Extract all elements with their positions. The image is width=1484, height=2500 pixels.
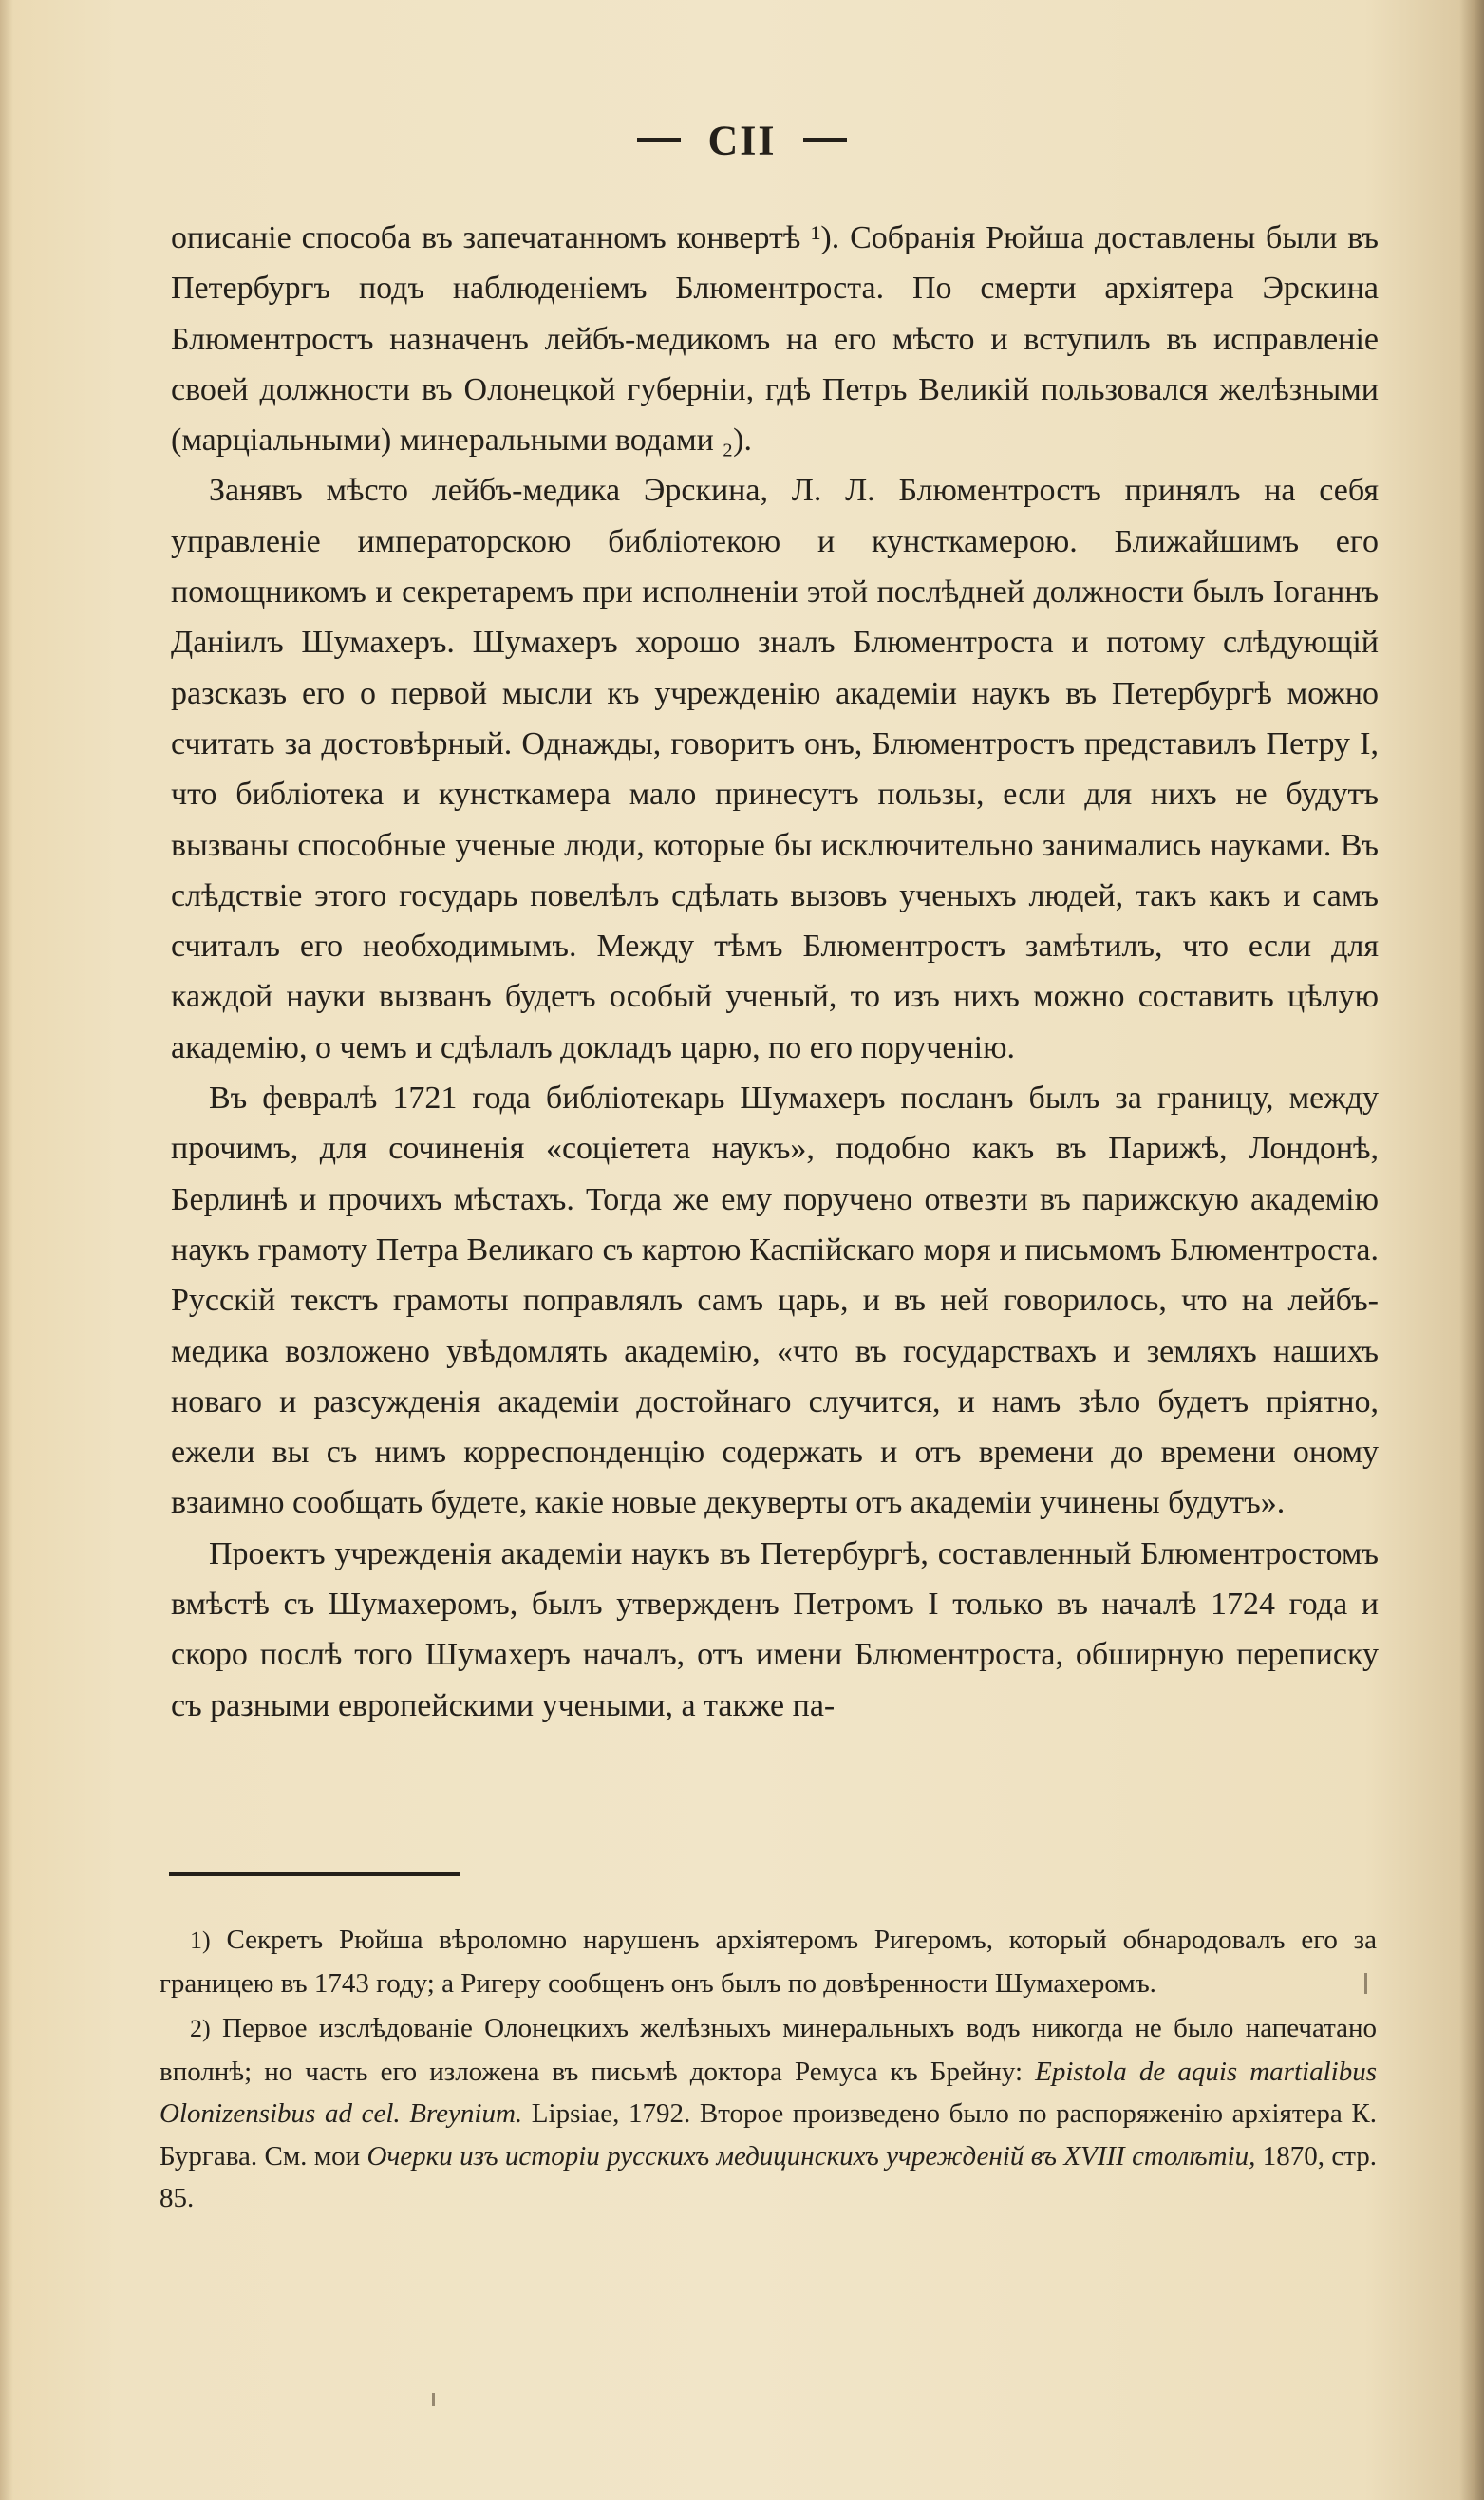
running-header: [0, 112, 1484, 164]
page-left-shadow: [0, 0, 13, 2500]
body-text: [171, 213, 1379, 1731]
page-number: CII: [707, 117, 777, 164]
footnote-text: Секретъ Рюйша вѣроломно нарушенъ архіятеромъ Ригеромъ, который обнародовалъ его за границею въ 1743 году; а Ригеру сообщенъ онъ былъ по довѣренности Шумахеромъ.: [160, 1925, 1378, 1999]
paragraph: Занявъ мѣсто лейбъ-медика Эрскина, Л. Л. Блюментростъ принялъ на себя управленіе императорскою библіотекою и кунсткамерою. Ближайшимъ его помощникомъ и секретаремъ при исполненіи этой послѣдней должности былъ Іоганнъ Даніилъ Шумахеръ. Шумахеръ хорошо зналъ Блюментроста и потому слѣдующій разсказъ его о первой мысли къ учрежденію академіи наукъ въ Петербургѣ можно считать за достовѣрный. Однажды, говоритъ онъ, Блюментростъ представилъ Петру I, что библіотека и кунсткамера мало принесутъ пользы, если для нихъ не будутъ вызваны способные ученые люди, которые бы исключительно занимались науками. Въ слѣдствіе этого государь повелѣлъ сдѣлать вызовъ ученыхъ людей, такъ какъ и самъ считалъ его необходимымъ. Между тѣмъ Блюментростъ замѣтилъ, что если для каждой науки вызванъ будетъ особый ученый, то изъ нихъ можно составить цѣлую академію, о чемъ и сдѣлалъ докладъ царю, по его порученію.: [171, 473, 1379, 1065]
header-left-dash: [637, 138, 681, 142]
footnotes: [160, 1919, 1377, 2220]
footnote-text: 1870, стр. 85.: [160, 2140, 1378, 2213]
page-gutter-shadow: [1459, 0, 1484, 2500]
paragraph: Проектъ учрежденія академіи наукъ въ Петербургѣ, составленный Блюментростомъ вмѣстѣ съ Шумахеромъ, былъ утвержденъ Петромъ I только въ началѣ 1724 года и скоро послѣ того Шумахеръ началъ, отъ имени Блюментроста, обширную переписку съ разными европейскими учеными, а также па-: [171, 1535, 1379, 1723]
header-right-dash: [803, 138, 847, 142]
footnote-citation-russian: Очерки изъ исторіи русскихъ медицинскихъ учрежденій въ XVIII столѣтіи,: [366, 2140, 1256, 2171]
footnote-2: [160, 2007, 1377, 2220]
footnote-text: Первое изслѣдованіе Олонецкихъ желѣзныхъ минеральныхъ водъ никогда не было напечатано вполнѣ; но часть его изложена въ письмѣ доктора Ремуса къ Брейну:: [160, 2013, 1377, 2087]
paragraph-continuation: описаніе способа въ запечатанномъ конвертѣ ¹). Собранія Рюйша доставлены были въ Петербургъ подъ наблюденіемъ Блюментроста. По смерти архіятера Эрскина Блюментростъ назначенъ лейбъ-медикомъ на его мѣсто и вступилъ въ исправленіе своей должности въ Олонецкой губерніи, гдѣ Петръ Великій пользовался желѣзными (марціальными) минеральными водами ₂).: [171, 220, 1379, 459]
footnote-number: 1): [190, 1927, 211, 1954]
footnote-number: 2): [190, 2015, 211, 2042]
print-speck: [432, 2393, 435, 2406]
footnote-citation-latin: Epistola de aquis martialibus Olonizensibus ad cel. Breynium.: [160, 2056, 1377, 2129]
print-speck: [1364, 1973, 1367, 1994]
footnote-text: Lipsiae, 1792. Второе произведено было по распоряженію архіятера К. Бургава. См. мои: [160, 2098, 1378, 2171]
footnote-separator: [169, 1872, 460, 1876]
footnote-1: [160, 1919, 1377, 2004]
paragraph: Въ февралѣ 1721 года библіотекарь Шумахеръ посланъ былъ за границу, между прочимъ, для сочиненія «соціетета наукъ», подобно какъ въ Парижѣ, Лондонѣ, Берлинѣ и прочихъ мѣстахъ. Тогда же ему поручено отвезти въ парижскую академію наукъ грамоту Петра Великаго съ картою Каспійскаго моря и письмомъ Блюментроста. Русскій текстъ грамоты поправлялъ самъ царь, и въ ней говорилось, что на лейбъ-медика возложено увѣдомлять академію, «что въ государствахъ и земляхъ нашихъ новаго и разсужденія академіи достойнаго случится, и намъ зѣло будетъ пріятно, ежели вы съ нимъ корреспонденцію содержать и отъ времени до времени оному взаимно сообщать будете, какіе новые декуверты отъ академіи учинены будутъ».: [171, 1081, 1379, 1521]
